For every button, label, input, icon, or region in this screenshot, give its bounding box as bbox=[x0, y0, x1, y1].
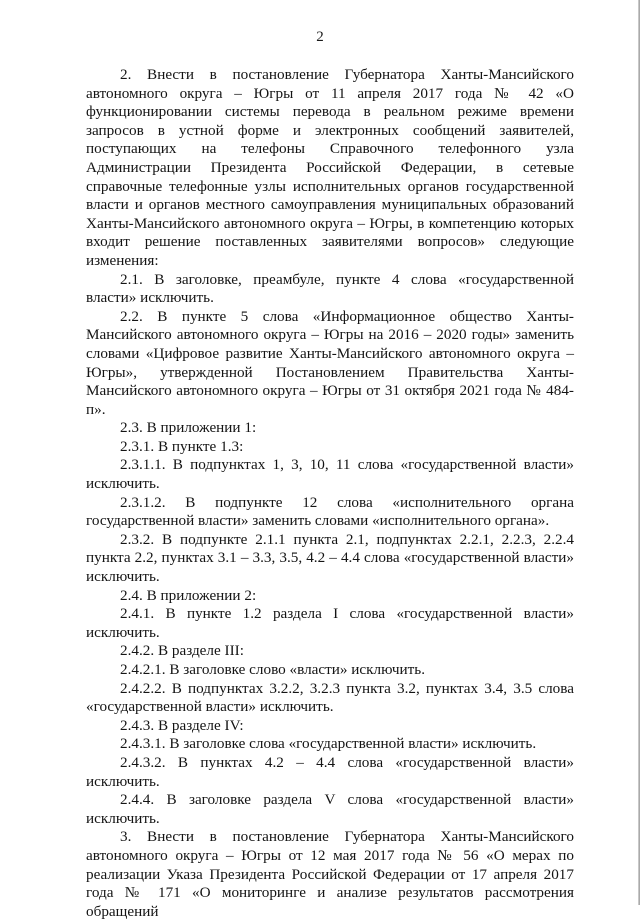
paragraph-2-4-2-1: 2.4.2.1. В заголовке слово «власти» исключить. bbox=[120, 661, 426, 678]
paragraph-2-2: 2.2. В пункте 5 слова «Информационное общество Ханты-Мансийского автономного округа – Югры на 2016 – 2020 годы» заменить словами «Цифровое развитие Ханты-Мансийского автономного округа – Югры», утвержденной Постановлением Правительства Ханты-Мансийского автономного округа – Югры от 31 октября 2021 года № 484-п». bbox=[86, 307, 574, 418]
paragraph-2-4: 2.4. В приложении 2: bbox=[120, 586, 257, 604]
page-number: 2 bbox=[316, 29, 324, 45]
paragraph-2-4-3-1: 2.4.3.1. В заголовке слова «государственной власти» исключить. bbox=[120, 735, 537, 753]
paragraph-2-3-1: 2.3.1. В пункте 1.3: bbox=[120, 437, 244, 455]
paragraph-2-4-2-2: 2.4.2.2. В подпунктах 3.2.2, 3.2.3 пункта 3.2, пунктах 3.4, 3.5 слова «государственной власти» исключить. bbox=[86, 679, 574, 716]
document-body bbox=[86, 66, 574, 921]
paragraph-2-3: 2.3. В приложении 1: bbox=[120, 419, 257, 437]
paragraph-2: 2. Внести в постановление Губернатора Ханты-Мансийского автономного округа – Югры от 11 апреля 2017 года № 42 «О функционировании системы перевода в реальном режиме времени запросов в устной форме и электронных сообщений заявителей, поступающих на телефоны Справочного телефонного узла Администрации Президента Российской Федерации, в сетевые справочные телефонные узлы исполнительных органов государственной власти и органов местного самоуправления муниципальных образований Ханты-Мансийского автономного округа – Югры, в компетенцию которых входит решение поставленных заявителями вопросов» следующие изменения: bbox=[86, 66, 574, 269]
paragraph-2-4-2: 2.4.2. В разделе III: bbox=[120, 642, 244, 660]
paragraph-2-4-3-2: 2.4.3.2. В пунктах 4.2 – 4.4 слова «государственной власти» исключить. bbox=[86, 753, 574, 790]
paragraph-2-3-1-2: 2.3.1.2. В подпункте 12 слова «исполнительного органа государственной власти» заменить словами «исполнительного органа». bbox=[86, 493, 574, 530]
paragraph-2-3-1-1: 2.3.1.1. В подпунктах 1, 3, 10, 11 слова «государственной власти» исключить. bbox=[86, 456, 574, 493]
paragraph-2-4-4: 2.4.4. В заголовке раздела V слова «государственной власти» исключить. bbox=[86, 791, 574, 827]
paragraph-3: 3. Внести в постановление Губернатора Ханты-Мансийского автономного округа – Югры от 12 мая 2017 года № 56 «О мерах по реализации Указа Президента Российской Федерации от 17 апреля 2017 года № 171 «О мониторинге и анализе результатов рассмотрения обращений bbox=[86, 828, 574, 920]
paragraph-2-4-3: 2.4.3. В разделе IV: bbox=[120, 716, 244, 734]
paragraph-2-1: 2.1. В заголовке, преамбуле, пункте 4 слова «государственной власти» исключить. bbox=[86, 270, 574, 307]
paragraph-2-4-1: 2.4.1. В пункте 1.2 раздела I слова «государственной власти» исключить. bbox=[86, 605, 574, 641]
paragraph-2-3-2: 2.3.2. В подпункте 2.1.1 пункта 2.1, подпунктах 2.2.1, 2.2.3, 2.2.4 пункта 2.2, пунктах 3.1 – 3.3, 3.5, 4.2 – 4.4 слова «государственной власти» исключить. bbox=[86, 530, 574, 586]
